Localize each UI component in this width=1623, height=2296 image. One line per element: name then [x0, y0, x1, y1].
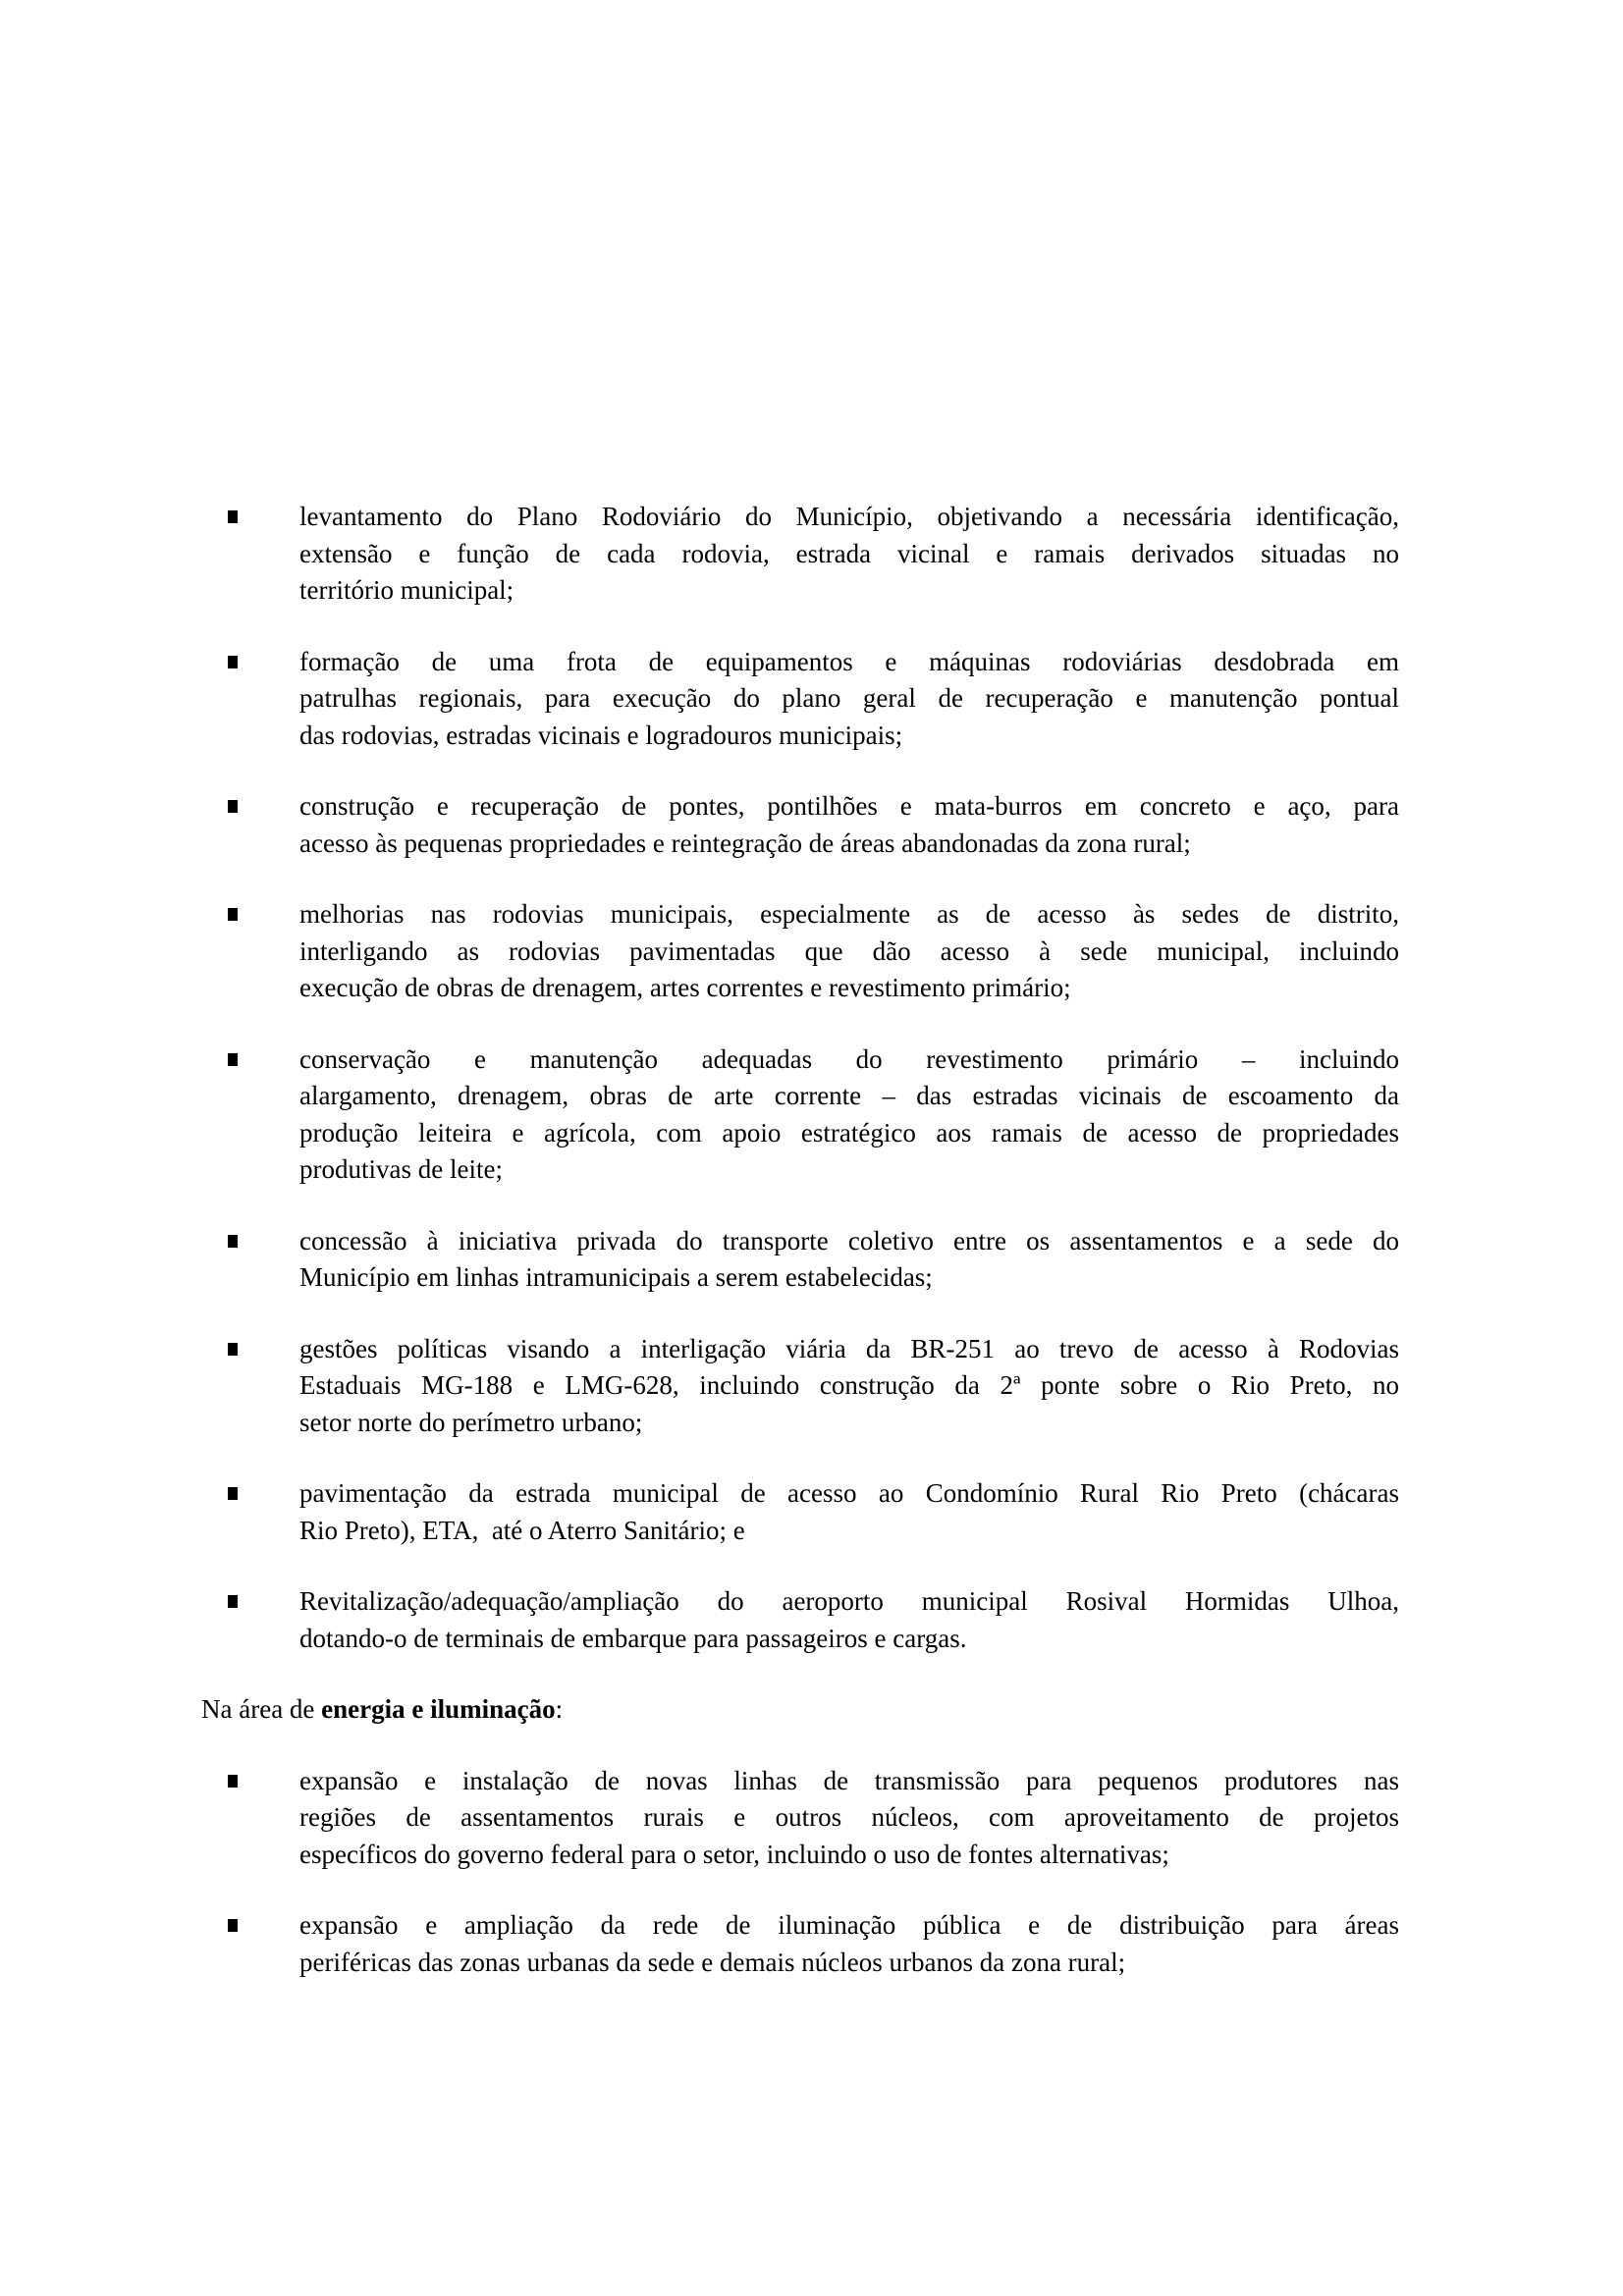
- bullet-item: [201, 1907, 1399, 1981]
- bullet-text-line: setor norte do perímetro urbano;: [299, 1407, 643, 1437]
- bullet-text-line: conservação e manutenção adequadas do revestimento primário – incluindo: [299, 1043, 1399, 1074]
- bullet-item: [201, 499, 1399, 610]
- bullet-text-line: execução de obras de drenagem, artes correntes e revestimento primário;: [299, 973, 1071, 1002]
- bullet-text-line: acesso às pequenas propriedades e reintegração de áreas abandonadas da zona rural;: [299, 828, 1191, 858]
- bullet-item: [201, 896, 1399, 1007]
- bullet-item: [201, 1223, 1399, 1297]
- section-heading-bold-text: energia e iluminação: [321, 1694, 556, 1724]
- bullet-square-icon: [228, 1053, 238, 1066]
- bullet-item: [201, 1041, 1399, 1189]
- bullet-square-icon: [228, 1595, 238, 1608]
- bullet-text-line: Município em linhas intramunicipais a serem estabelecidas;: [299, 1262, 933, 1292]
- bullet-text-line: melhorias nas rodovias municipais, especialmente as de acesso às sedes de distrito,: [299, 899, 1399, 929]
- bullet-item: [201, 1763, 1399, 1874]
- bullet-text-line: produção leiteira e agrícola, com apoio estratégico aos ramais de acesso de propriedades: [299, 1117, 1399, 1148]
- bullet-text-line: produtivas de leite;: [299, 1154, 503, 1184]
- bullet-text-line: concessão à iniciativa privada do transporte coletivo entre os assentamentos e a sede do: [299, 1225, 1399, 1255]
- bullet-text-line: alargamento, drenagem, obras de arte corrente – das estradas vicinais de escoamento da: [299, 1081, 1399, 1110]
- bullet-text-line: expansão e instalação de novas linhas de transmissão para pequenos produtores nas: [299, 1765, 1399, 1795]
- bullet-square-icon: [228, 656, 238, 668]
- bullet-text-line: território municipal;: [299, 575, 514, 605]
- bullet-square-icon: [228, 1487, 238, 1500]
- bullet-text-line: patrulhas regionais, para execução do plano geral de recuperação e manutenção pontual: [299, 683, 1399, 713]
- bullet-text-line: dotando-o de terminais de embarque para passageiros e cargas.: [299, 1623, 967, 1653]
- bullet-square-icon: [228, 1343, 238, 1356]
- bullet-text-line: pavimentação da estrada municipal de acesso ao Condomínio Rural Rio Preto (chácaras: [299, 1478, 1399, 1508]
- bullet-text-line: periféricas das zonas urbanas da sede e demais núcleos urbanos da zona rural;: [299, 1947, 1126, 1977]
- bullet-square-icon: [228, 1775, 238, 1788]
- bullet-item: [201, 1583, 1399, 1657]
- bullet-text-line: regiões de assentamentos rurais e outros núcleos, com aproveitamento de projetos: [299, 1802, 1399, 1832]
- bullet-text-line: formação de uma frota de equipamentos e máquinas rodoviárias desdobrada em: [299, 646, 1399, 676]
- bullet-item: [201, 1475, 1399, 1549]
- bullet-text-line: expansão e ampliação da rede de iluminação pública e de distribuição para áreas: [299, 1910, 1399, 1940]
- bullet-text-line: construção e recuperação de pontes, pontilhões e mata-burros em concreto e aço, para: [299, 791, 1399, 821]
- section-heading-text: :: [555, 1694, 564, 1724]
- bullet-text-line: Rio Preto), ETA, até o Aterro Sanitário; e: [299, 1515, 745, 1545]
- bullet-square-icon: [228, 800, 238, 813]
- bullet-text-line: interligando as rodovias pavimentadas que dão acesso à sede municipal, incluindo: [299, 935, 1399, 966]
- bullet-square-icon: [228, 908, 238, 921]
- bullet-text-line: Revitalização/adequação/ampliação do aeroporto municipal Rosival Hormidas Ulhoa,: [299, 1586, 1399, 1616]
- bullet-text-line: extensão e função de cada rodovia, estrada vicinal e ramais derivados situadas no: [299, 538, 1399, 568]
- bullet-text-line: levantamento do Plano Rodoviário do Município, objetivando a necessária identificação,: [299, 502, 1399, 531]
- bullet-item: [201, 788, 1399, 862]
- bullet-square-icon: [228, 1235, 238, 1248]
- bullet-item: [201, 644, 1399, 755]
- bullet-text-line: das rodovias, estradas vicinais e logradouros municipais;: [299, 720, 903, 750]
- bullet-text-line: específicos do governo federal para o setor, incluindo o uso de fontes alternativas;: [299, 1839, 1169, 1869]
- bullet-square-icon: [228, 510, 238, 523]
- bullet-text-line: Estaduais MG-188 e LMG-628, incluindo construção da 2ª ponte sobre o Rio Preto, no: [299, 1370, 1399, 1400]
- bullet-text-line: gestões políticas visando a interligação viária da BR-251 ao trevo de acesso à Rodovias: [299, 1333, 1399, 1363]
- section-heading: [201, 1691, 1399, 1729]
- document-content: [201, 499, 1399, 2015]
- section-heading-text: Na área de: [201, 1694, 322, 1724]
- bullet-item: [201, 1331, 1399, 1442]
- bullet-square-icon: [228, 1919, 238, 1932]
